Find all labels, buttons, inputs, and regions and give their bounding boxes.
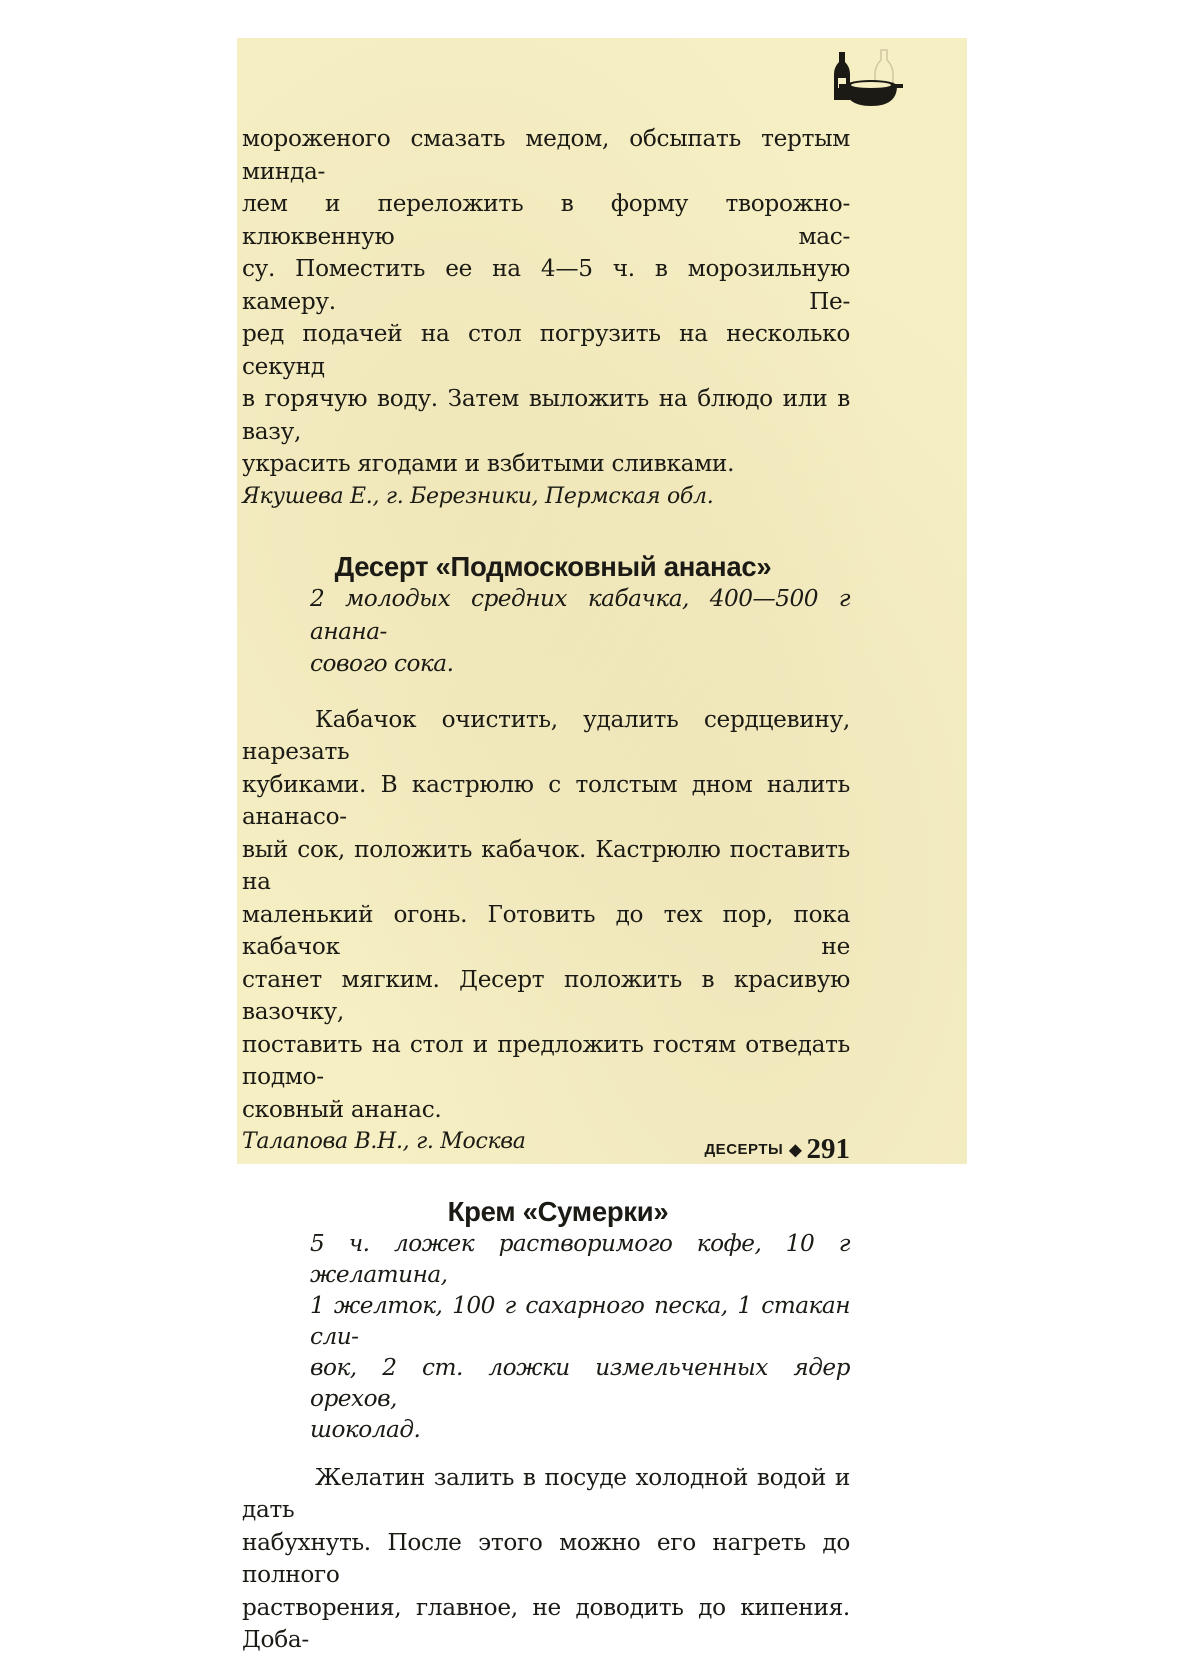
page-footer bbox=[705, 1133, 851, 1166]
recipe-title: Крем «Сумерки» bbox=[447, 1195, 669, 1227]
method-line: Желатин залить в посуде холодной водой и дать bbox=[242, 1463, 850, 1523]
book-page bbox=[237, 38, 967, 1653]
method-line: сковный ананас. bbox=[242, 1095, 442, 1123]
author-signature: Талапова В.Н., г. Москва bbox=[242, 1129, 526, 1154]
continuation-line: лем и переложить в форму творожно-клюквенную мас- bbox=[242, 190, 850, 250]
continuation-line: су. Поместить ее на 4—5 ч. в морозильную камеру. Пе- bbox=[242, 255, 850, 315]
method-line: растворения, главное, не доводить до кипения. Доба- bbox=[242, 1593, 850, 1653]
ingredients-line: 5 ч. ложек растворимого кофе, 10 г желатина, bbox=[310, 1229, 850, 1288]
method-line: набухнуть. После этого можно его нагреть до полного bbox=[242, 1528, 850, 1588]
section-name: ДЕСЕРТЫ bbox=[704, 1141, 784, 1158]
continuation-line: ред подачей на стол погрузить на несколько секунд bbox=[242, 320, 850, 380]
page-number: 291 bbox=[806, 1133, 850, 1165]
author-signature: Якушева Е., г. Березники, Пермская обл. bbox=[242, 483, 714, 509]
method-line: кубиками. В кастрюлю с толстым дном налить ананасо- bbox=[242, 770, 850, 830]
ingredients-line: 1 желток, 100 г сахарного песка, 1 стакан сли- bbox=[310, 1291, 850, 1350]
ingredients-line: 2 молодых средних кабачка, 400—500 г анана- bbox=[310, 585, 850, 645]
kitchen-pot-bottle-icon bbox=[829, 46, 909, 112]
method-line: поставить на стол и предложить гостям отведать подмо- bbox=[242, 1030, 850, 1090]
recipe-title: Десерт «Подмосковный ананас» bbox=[334, 551, 772, 582]
method-line: Кабачок очистить, удалить сердцевину, нарезать bbox=[242, 705, 850, 765]
page-content bbox=[242, 123, 850, 1657]
continuation-line: в горячую воду. Затем выложить на блюдо или в вазу, bbox=[242, 385, 850, 445]
method-line: вый сок, положить кабачок. Кастрюлю поставить на bbox=[242, 835, 850, 895]
continuation-line: мороженого смазать медом, обсыпать тертым минда- bbox=[242, 125, 850, 185]
ingredients-line: сового сока. bbox=[310, 650, 454, 677]
method-line: станет мягким. Десерт положить в красивую вазочку, bbox=[242, 965, 850, 1025]
diamond-separator-icon: ◆ bbox=[789, 1141, 802, 1159]
ingredients-line: вок, 2 ст. ложки измельченных ядер орехов, bbox=[310, 1353, 850, 1412]
ingredients-line: шоколад. bbox=[310, 1415, 421, 1443]
continuation-line: украсить ягодами и взбитыми сливками. bbox=[242, 450, 735, 477]
method-line: маленький огонь. Готовить до тех пор, пока кабачок не bbox=[242, 900, 850, 960]
